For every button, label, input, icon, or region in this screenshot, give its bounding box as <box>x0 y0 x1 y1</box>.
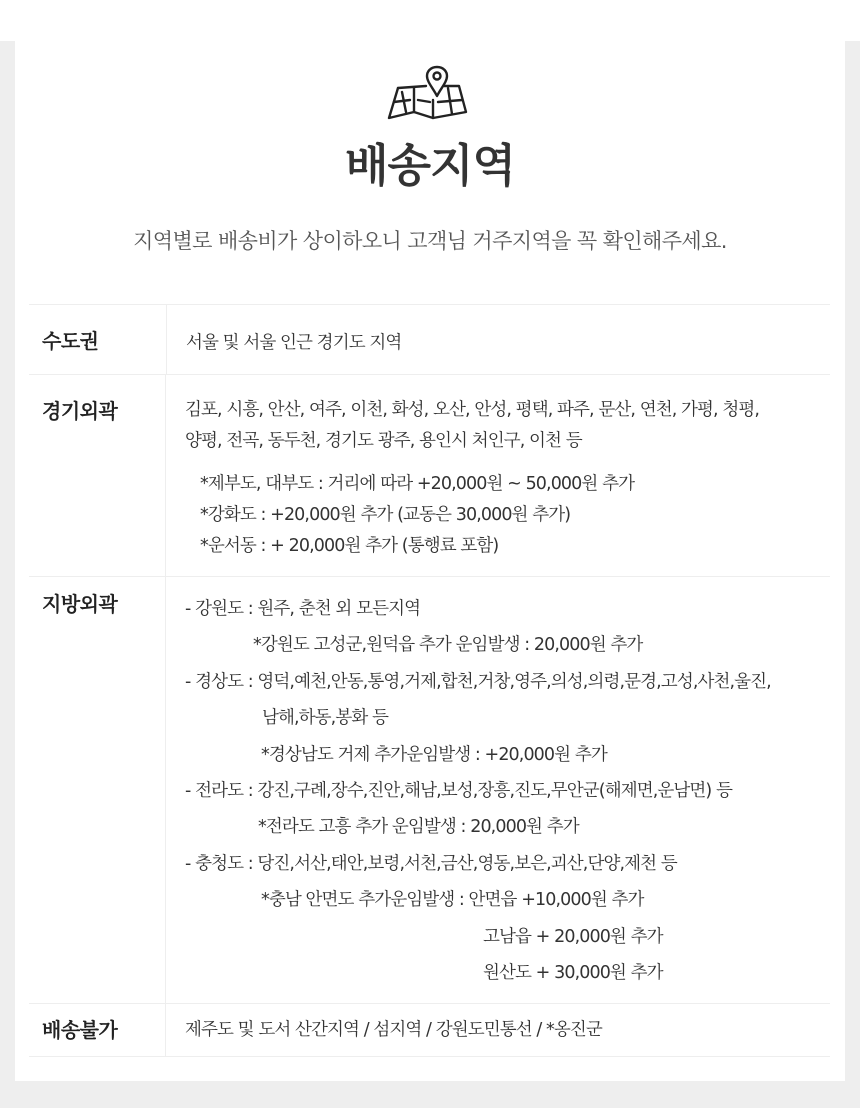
region-name: 배송불가 <box>29 1004 166 1056</box>
province-line: - 경상도 : 영덕,예천,안동,통영,거제,합천,거창,영주,의성,의령,문경,고성,사천,울진, <box>185 671 771 692</box>
region-line: 김포, 시흥, 안산, 여주, 이천, 화성, 오산, 안성, 평택, 파주, 문산, 연천, 가평, 청평, <box>185 400 760 420</box>
region-line: 양평, 전곡, 동두천, 경기도 광주, 용인시 처인구, 이천 등 <box>185 431 582 451</box>
surcharge-note: *제부도, 대부도 : 거리에 따라 +20,000원 ~ 50,000원 추가 <box>200 474 635 494</box>
region-row-no-delivery <box>29 1004 830 1057</box>
surcharge-note: *강화도 : +20,000원 추가 (교동은 30,000원 추가) <box>200 505 571 525</box>
province-line: - 전라도 : 강진,구례,장수,진안,해남,보성,장흥,진도,무안군(해제면,운남면) 등 <box>185 781 733 802</box>
region-name: 수도권 <box>42 329 99 353</box>
region-table <box>29 304 830 1057</box>
province-line: - 강원도 : 원주, 춘천 외 모든지역 <box>185 599 421 619</box>
surcharge-note: *강원도 고성군,원덕읍 추가 운임발생 : 20,000원 추가 <box>253 635 643 656</box>
surcharge-note: *전라도 고흥 추가 운임발생 : 20,000원 추가 <box>258 817 579 838</box>
surcharge-note-continued: 고남읍 + 20,000원 추가 <box>483 926 663 947</box>
region-row-province-outskirts <box>29 577 830 1004</box>
surcharge-note: *운서동 : + 20,000원 추가 (통행료 포함) <box>200 536 499 556</box>
surcharge-note: *경상남도 거제 추가운임발생 : +20,000원 추가 <box>261 744 607 765</box>
province-line: - 충청도 : 당진,서산,태안,보령,서천,금산,영동,보은,괴산,단양,제천 등 <box>185 853 677 874</box>
surcharge-note: *충남 안면도 추가운임발생 : 안면읍 +10,000원 추가 <box>261 890 644 911</box>
region-name: 경기외곽 <box>29 375 166 576</box>
province-line-continued: 남해,하동,봉화 등 <box>262 708 389 729</box>
region-line: 제주도 및 도서 산간지역 / 섬지역 / 강원도민통선 / *옹진군 <box>185 1020 602 1040</box>
top-white-strip <box>0 0 860 41</box>
page-subtitle: 지역별로 배송비가 상이하오니 고객님 거주지역을 꼭 확인해주세요. <box>133 229 727 253</box>
page-title: 배송지역 <box>345 139 515 192</box>
region-detail <box>166 375 830 576</box>
region-row-capital <box>29 305 830 375</box>
region-detail <box>166 305 830 374</box>
shipping-region-card <box>15 41 845 1081</box>
region-line: 서울 및 서울 인근 경기도 지역 <box>186 333 402 353</box>
region-detail <box>166 1004 830 1056</box>
region-name: 지방외곽 <box>29 577 166 1003</box>
surcharge-note-continued: 원산도 + 30,000원 추가 <box>483 963 663 984</box>
region-row-gyeonggi-outskirts <box>29 375 830 577</box>
region-detail <box>166 577 830 1003</box>
map-pin-icon <box>386 62 471 122</box>
